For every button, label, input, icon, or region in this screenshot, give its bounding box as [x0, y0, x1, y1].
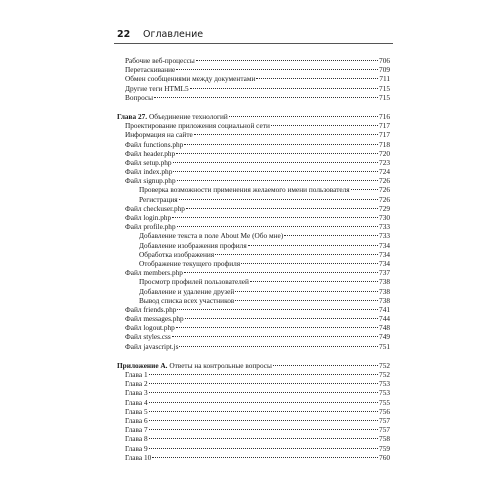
dot-leader: [154, 97, 378, 98]
toc-entry-title: Вопросы: [125, 92, 154, 102]
toc-entry-label: [125, 453, 151, 462]
toc-entry[interactable]: [117, 259, 390, 268]
toc-entry-page: 734: [379, 240, 390, 250]
toc-entry-title: Глава 1: [125, 370, 148, 379]
toc-entry-label: [139, 287, 234, 296]
dot-leader: [256, 78, 378, 79]
toc-entry-title: Глава 5: [125, 406, 148, 416]
dot-leader: [284, 235, 378, 236]
toc-entry[interactable]: [117, 241, 390, 250]
toc-entry-label: [125, 398, 148, 407]
toc-entry-label: [125, 444, 148, 453]
dot-leader: [184, 272, 378, 273]
dot-leader: [179, 346, 378, 347]
toc-entry-label: [125, 176, 176, 185]
dot-leader: [173, 171, 378, 172]
dot-leader: [177, 226, 378, 227]
dot-leader: [149, 448, 378, 449]
toc-entry[interactable]: [117, 149, 390, 158]
dot-leader: [173, 162, 379, 163]
toc-entry-title: Файл javascript.js: [125, 341, 179, 351]
dot-leader: [235, 291, 378, 292]
toc-entry-title: Файл functions.php: [125, 139, 184, 149]
toc-entry-title: Проектирование приложения социальной сети: [125, 121, 270, 131]
dot-leader: [149, 374, 378, 375]
toc-entry-label: [125, 93, 153, 102]
toc-entry[interactable]: [117, 388, 390, 397]
toc-entry[interactable]: [117, 74, 390, 83]
dot-leader: [149, 402, 378, 403]
toc-entry-page: 752: [379, 370, 390, 379]
toc-entry-title: Вывод списка всех участников: [139, 295, 235, 305]
page-number: 22: [117, 28, 131, 40]
dot-leader: [194, 134, 378, 135]
dot-leader: [351, 189, 378, 190]
toc-entry-title: Другие теги HTML5: [125, 83, 189, 93]
toc-entry-page: 729: [379, 203, 390, 213]
running-title: Оглавление: [143, 28, 204, 40]
toc-chapter-entry[interactable]: [117, 361, 390, 370]
toc-entry-page: 760: [379, 452, 390, 462]
toc-entry-title: Глава 6: [125, 415, 148, 425]
toc-entry-label: [125, 130, 193, 139]
toc-entry[interactable]: [117, 398, 390, 407]
toc-entry-label: [139, 185, 350, 194]
dot-leader: [179, 199, 378, 200]
toc-entry-label: [139, 277, 249, 286]
toc-entry-label: [139, 231, 283, 240]
toc-entry-page: 751: [379, 341, 390, 351]
toc-entry-label: [125, 84, 189, 93]
toc-entry-label: [125, 222, 176, 231]
toc-entry[interactable]: [117, 305, 390, 314]
toc-entry-title: Проверка возможности применения желаемого имени пользователя: [139, 185, 350, 195]
dot-leader: [248, 245, 378, 246]
toc-entry-label: [139, 259, 240, 268]
toc-entry-title: Добавление и удаление друзей: [139, 286, 235, 296]
toc-entry-prefix: Приложение А.: [117, 360, 168, 370]
toc-entry-title: Файл login.php: [125, 213, 172, 222]
toc-entry-page: 757: [379, 425, 390, 435]
toc-entry-page: 757: [379, 415, 390, 425]
dot-leader: [184, 144, 378, 145]
toc-entry-page: 759: [379, 443, 390, 453]
toc-entry[interactable]: [117, 416, 390, 425]
dot-leader: [185, 318, 378, 319]
toc-entry-page: 749: [379, 332, 390, 342]
dot-leader: [241, 263, 378, 264]
toc-entry[interactable]: [117, 425, 390, 434]
toc-entry[interactable]: [117, 93, 390, 102]
toc-entry[interactable]: [117, 185, 390, 194]
toc-entry-title: Отображение текущего профиля: [139, 258, 241, 268]
toc-entry[interactable]: [117, 56, 390, 65]
toc-entry-page: 733: [379, 222, 390, 232]
toc-entry-label: [139, 241, 247, 250]
toc-entry-label: [125, 332, 171, 341]
toc-entry-page: 734: [379, 249, 390, 259]
toc-entry-title: Информация на сайте: [125, 130, 193, 140]
toc-entry-prefix: Глава 27.: [117, 111, 148, 121]
toc-entry[interactable]: [117, 250, 390, 259]
toc-entry-label: [125, 149, 175, 158]
toc-entry[interactable]: [117, 176, 390, 185]
toc-entry-title: Файл checkuser.php: [125, 203, 185, 213]
toc-entry-page: 724: [379, 167, 390, 177]
toc-entry-label: [125, 121, 270, 130]
toc-entry-page: 706: [379, 56, 390, 65]
dot-leader: [190, 88, 378, 89]
toc-entry-title: Файл messages.php: [125, 314, 184, 324]
toc-entry-title: Файл setup.php: [125, 157, 172, 167]
toc-entry[interactable]: [117, 121, 390, 130]
toc-entry-page: 720: [379, 148, 390, 158]
toc-entry-page: 733: [379, 231, 390, 241]
dot-leader: [271, 125, 378, 126]
toc-entry[interactable]: [117, 65, 390, 74]
toc-entry-page: 726: [379, 185, 390, 195]
toc-entry[interactable]: [117, 195, 390, 204]
toc-entry-label: [139, 296, 234, 305]
toc-entry-label: [125, 213, 171, 222]
toc-entry[interactable]: [117, 332, 390, 341]
page-header: [117, 27, 203, 41]
dot-leader: [186, 208, 378, 209]
toc-entry-label: [125, 305, 176, 314]
toc-entry-page: 737: [379, 268, 390, 278]
toc-entry-title: Глава 8: [125, 434, 148, 444]
toc-entry-title: Добавление изображения профиля: [139, 240, 247, 250]
toc-entry-label: [125, 74, 255, 83]
dot-leader: [229, 116, 378, 117]
toc-entry-label: [125, 379, 148, 388]
dot-leader: [149, 383, 378, 384]
toc-entry[interactable]: [117, 370, 390, 379]
toc-entry-page: 718: [379, 139, 390, 149]
dot-leader: [149, 411, 378, 412]
header-rule: [114, 43, 393, 44]
toc-entry-page: 726: [379, 194, 390, 204]
dot-leader: [149, 420, 378, 421]
toc-entry[interactable]: [117, 231, 390, 240]
toc-entry[interactable]: [117, 84, 390, 93]
toc-entry[interactable]: [117, 434, 390, 443]
toc-entry-label: [125, 388, 148, 397]
toc-entry-label: [125, 434, 148, 443]
dot-leader: [250, 281, 378, 282]
toc-entry-title: Рабочие веб-процессы: [125, 56, 195, 65]
toc-entry-label: [125, 167, 172, 176]
toc-entry[interactable]: [117, 213, 390, 222]
toc-entry[interactable]: [117, 296, 390, 305]
toc-entry-page: 726: [379, 176, 390, 186]
toc-entry-label: [125, 268, 183, 277]
dot-leader: [196, 60, 378, 61]
toc-entry-label: [125, 158, 172, 167]
toc-entry[interactable]: [117, 167, 390, 176]
toc-entry-page: 748: [379, 323, 390, 333]
toc-entry-page: 730: [379, 213, 390, 222]
dot-leader: [152, 457, 378, 458]
toc-entry-page: 723: [379, 157, 390, 167]
toc-entry[interactable]: [117, 222, 390, 231]
dot-leader: [149, 392, 378, 393]
group-spacer: [117, 102, 390, 112]
toc-entry[interactable]: [117, 268, 390, 277]
toc-entry-page: 709: [379, 65, 390, 75]
dot-leader: [172, 336, 378, 337]
dot-leader: [149, 429, 378, 430]
toc-entry[interactable]: [117, 204, 390, 213]
toc-chapter-entry[interactable]: [117, 112, 390, 121]
toc-entry-label: [125, 204, 185, 213]
toc-entry-page: 756: [379, 406, 390, 416]
toc-entry-title: Перетаскивание: [125, 65, 176, 75]
toc-entry[interactable]: [117, 158, 390, 167]
toc-entry[interactable]: [117, 287, 390, 296]
toc-entry[interactable]: [117, 342, 390, 351]
toc-entry-page: 717: [379, 121, 390, 131]
toc-entry-label: [139, 195, 178, 204]
toc-entry-label: [125, 416, 148, 425]
toc-entry-label: [117, 361, 272, 370]
toc-entry-label: [125, 370, 148, 379]
toc-entry-page: 741: [379, 304, 390, 314]
toc-entry-page: 715: [379, 83, 390, 93]
toc-entry-title: Обработка изображения: [139, 249, 215, 259]
toc-entry-label: [125, 323, 175, 332]
toc-entry-label: [125, 56, 195, 65]
group-spacer: [117, 351, 390, 361]
toc-entry-title: Файл signup.php: [125, 176, 176, 186]
toc-entry[interactable]: [117, 323, 390, 332]
dot-leader: [235, 300, 378, 301]
toc-entry-title: Добавление текста в поле About Me (Обо мне): [139, 231, 284, 241]
toc-entry-label: [117, 112, 228, 121]
toc-entry-title: Глава 9: [125, 443, 148, 453]
toc-entry-page: 753: [379, 379, 390, 389]
toc-entry-page: 717: [379, 130, 390, 140]
dot-leader: [176, 69, 378, 70]
dot-leader: [176, 153, 378, 154]
toc-entry-title: Глава 10: [125, 452, 152, 462]
toc-entry-page: 752: [379, 360, 390, 370]
table-of-contents: [117, 56, 390, 462]
toc-entry[interactable]: [117, 277, 390, 286]
toc-entry-page: 744: [379, 314, 390, 324]
dot-leader: [215, 254, 378, 255]
dot-leader: [177, 180, 378, 181]
dot-leader: [176, 327, 378, 328]
toc-entry[interactable]: [117, 140, 390, 149]
toc-entry[interactable]: [117, 444, 390, 453]
toc-entry-label: [139, 250, 214, 259]
toc-entry-label: [125, 314, 184, 323]
toc-entry-page: 738: [379, 277, 390, 287]
toc-entry-title: Просмотр профилей пользователей: [139, 277, 249, 287]
toc-entry-page: 738: [379, 295, 390, 305]
toc-entry-title: Обмен сообщениями между документами: [125, 74, 256, 84]
toc-entry-page: 753: [379, 388, 390, 398]
toc-entry[interactable]: [117, 314, 390, 323]
toc-entry-label: [125, 140, 183, 149]
toc-entry-title: Файл members.php: [125, 268, 183, 278]
toc-entry-label: [125, 425, 148, 434]
toc-entry-title: Файл index.php: [125, 167, 173, 177]
toc-entry-title: Глава 3: [125, 388, 148, 398]
toc-entry-title: Глава 4: [125, 397, 148, 407]
toc-entry-page: 758: [379, 434, 390, 444]
toc-entry[interactable]: [117, 379, 390, 388]
toc-entry-label: [125, 407, 148, 416]
toc-entry-title: Объединение технологий: [148, 111, 228, 121]
dot-leader: [149, 438, 378, 439]
toc-entry-title: Файл profile.php: [125, 222, 176, 232]
toc-entry-page: 716: [379, 111, 390, 121]
toc-entry-title: Ответы на контрольные вопросы: [169, 360, 272, 370]
toc-entry-title: Регистрация: [139, 194, 178, 204]
toc-entry-title: Глава 7: [125, 425, 148, 435]
toc-entry-label: [125, 65, 175, 74]
toc-entry-title: Глава 2: [125, 379, 148, 389]
dot-leader: [172, 217, 378, 218]
toc-entry[interactable]: [117, 453, 390, 462]
toc-entry-page: 715: [379, 92, 390, 102]
toc-entry-title: Файл header.php: [125, 148, 176, 158]
toc-entry-label: [125, 342, 178, 351]
toc-entry-page: 711: [379, 74, 390, 84]
toc-entry-page: 755: [379, 397, 390, 407]
toc-entry[interactable]: [117, 407, 390, 416]
dot-leader: [273, 365, 378, 366]
toc-entry-title: Файл logout.php: [125, 323, 175, 333]
toc-entry-page: 734: [379, 258, 390, 268]
toc-entry[interactable]: [117, 130, 390, 139]
toc-entry-page: 738: [379, 286, 390, 296]
toc-entry-title: Файл friends.php: [125, 304, 177, 314]
dot-leader: [177, 309, 378, 310]
toc-entry-title: Файл styles.css: [125, 332, 171, 342]
